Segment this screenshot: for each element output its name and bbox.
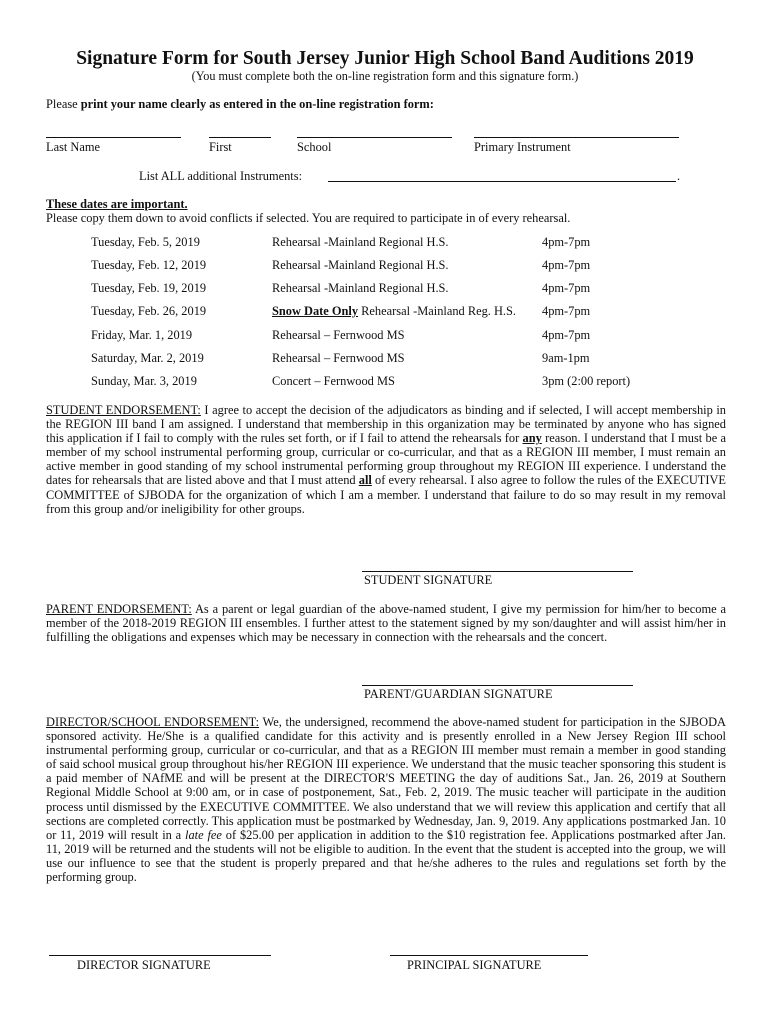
schedule-row xyxy=(91,258,731,274)
school-field-line[interactable] xyxy=(297,137,452,138)
student-signature-label: STUDENT SIGNATURE xyxy=(364,573,493,587)
any-emphasis: any xyxy=(522,431,542,446)
name-prompt-lead: Please xyxy=(46,97,81,111)
school-label: School xyxy=(297,140,332,154)
additional-instruments-label: List ALL additional Instruments: xyxy=(139,169,303,183)
first-name-label: First xyxy=(209,140,232,154)
principal-signature-line[interactable] xyxy=(390,955,588,956)
schedule-date: Tuesday, Feb. 5, 2019 xyxy=(91,235,200,249)
schedule-time: 4pm-7pm xyxy=(542,304,591,318)
student-signature-line[interactable] xyxy=(362,571,633,572)
additional-instruments-field-line[interactable] xyxy=(328,181,676,182)
last-name-label: Last Name xyxy=(46,140,101,154)
schedule-event-snow xyxy=(272,304,516,319)
form-title: Signature Form for South Jersey Junior High School Band Auditions 2019 xyxy=(76,48,694,69)
schedule-event: Rehearsal – Fernwood MS xyxy=(272,351,405,365)
parent-endorsement-heading: PARENT ENDORSEMENT: xyxy=(46,602,192,616)
schedule-row xyxy=(91,351,731,367)
parent-signature-label: PARENT/GUARDIAN SIGNATURE xyxy=(364,687,553,701)
student-endorsement-heading: STUDENT ENDORSEMENT: xyxy=(46,403,201,417)
schedule-date: Saturday, Mar. 2, 2019 xyxy=(91,351,204,365)
schedule-date: Tuesday, Feb. 12, 2019 xyxy=(91,258,207,272)
schedule-time: 4pm-7pm xyxy=(542,235,591,249)
schedule-event: Rehearsal -Mainland Reg. H.S. xyxy=(358,304,517,318)
schedule-date: Tuesday, Feb. 19, 2019 xyxy=(91,281,207,295)
form-subtitle: (You must complete both the on-line registration form and this signature form.) xyxy=(191,69,579,83)
schedule-date: Tuesday, Feb. 26, 2019 xyxy=(91,304,207,318)
student-endorsement-text: of every rehearsal. I also agree to follow the rules of the EXECUTIVE COMMITTEE of SJBODA for the organization of which I am a member. I understand that failure to do so may result in my removal from this group and/or ineligibility for other groups. xyxy=(46,473,726,516)
director-endorsement-heading: DIRECTOR/SCHOOL ENDORSEMENT: xyxy=(46,715,260,729)
additional-instruments-end: . xyxy=(677,169,681,183)
last-name-field-line[interactable] xyxy=(46,137,181,138)
schedule-event: Concert – Fernwood MS xyxy=(272,374,395,388)
primary-instrument-label: Primary Instrument xyxy=(474,140,571,154)
schedule-time: 9am-1pm xyxy=(542,351,590,365)
student-endorsement-text: I agree to accept the decision of the adjudicators as binding and if selected, I will accept membership in the REGION III band I am assigned. I understand that membership in this organization may be terminated by anyone who has signed this application if I fail to comply with the rules set forth, or if I fail to attend the rehearsals for xyxy=(46,403,726,446)
director-endorsement-text: of $25.00 per application in addition to the $10 registration fee. Applications postmarked after Jan. 11, 2019 will be returned and the students will not be eligible to audition. In the event that the student is accepted into the group, we will use our influence to see that the student is properly prepared and that he/she adheres to the rules and regulations set forth by the performing group. xyxy=(46,827,726,885)
schedule-event: Rehearsal – Fernwood MS xyxy=(272,328,405,342)
parent-endorsement xyxy=(46,602,726,644)
schedule-event: Rehearsal -Mainland Regional H.S. xyxy=(272,235,449,249)
schedule-time: 4pm-7pm xyxy=(542,281,591,295)
student-endorsement-text: reason. I understand that I must be a member of my school instrumental performing group, curricular or co-curricular, and that as a REGION III member, I must remain an active member in good standing of my school instrumental performing group throughout my REGION III experience. I understand the dates for rehearsals that are listed above and that I must attend xyxy=(46,431,726,488)
name-prompt xyxy=(46,97,434,112)
name-prompt-bold: print your name clearly as entered in the on-line registration form: xyxy=(80,97,434,111)
all-emphasis: all xyxy=(358,473,372,488)
schedule-time: 4pm-7pm xyxy=(542,328,591,342)
primary-instrument-field-line[interactable] xyxy=(474,137,679,138)
schedule-row xyxy=(91,304,731,320)
director-endorsement-text: We, the undersigned, recommend the above-named student for participation in the SJBODA sponsored activity. He/She is a qualified candidate for this activity and is presently enrolled in a New Jersey Region III school instrumental performing group, curricular or co-curricular, and that as a REGION III member must remain a member in good standing of said school musical group throughout his/her REGION III experience. We understand that the music teacher sponsoring this student is a paid member of NAfME and will be present at the DIRECTOR'S MEETING the day of auditions Sat., Jan. 26, 2019 at Southern Regional Middle School at 9:00 am, or in case of postponement, Sat., Feb. 2, 2019. The music teacher will participate in the audition process until dismissed by the EXECUTIVE COMMITTEE. We also understand that we will review this application and certify that all sections are completed correctly. This application must be postmarked by Wednesday, Jan. 9, 2019. Any applications postmarked Jan. 10 or 11, 2019 will result in a xyxy=(46,715,726,842)
snow-date-label: Snow Date Only xyxy=(272,304,359,318)
schedule-date: Sunday, Mar. 3, 2019 xyxy=(91,374,197,388)
first-name-field-line[interactable] xyxy=(209,137,271,138)
schedule-event: Rehearsal -Mainland Regional H.S. xyxy=(272,258,449,272)
dates-heading: These dates are important. xyxy=(46,197,188,211)
student-endorsement xyxy=(46,403,726,516)
parent-endorsement-text: As a parent or legal guardian of the above-named student, I give my permission for him/her to become a member of the 2018-2019 REGION III ensembles. I further attest to the statement signed by my son/daughter and will assist him/her in fulfilling the obligations and expenses which may be necessary in connection with the rehearsals and the concert. xyxy=(46,602,726,645)
principal-signature-label: PRINCIPAL SIGNATURE xyxy=(407,958,542,972)
schedule-row xyxy=(91,328,731,344)
director-endorsement xyxy=(46,715,726,884)
schedule-row xyxy=(91,235,731,251)
director-signature-label: DIRECTOR SIGNATURE xyxy=(77,958,211,972)
schedule-event: Rehearsal -Mainland Regional H.S. xyxy=(272,281,449,295)
schedule-date: Friday, Mar. 1, 2019 xyxy=(91,328,193,342)
schedule-row xyxy=(91,374,731,390)
director-signature-line[interactable] xyxy=(49,955,271,956)
late-fee-emphasis: late fee xyxy=(185,827,222,842)
schedule-time: 4pm-7pm xyxy=(542,258,591,272)
dates-instruction: Please copy them down to avoid conflicts if selected. You are required to participate in of every rehearsal. xyxy=(46,211,571,225)
schedule-time: 3pm (2:00 report) xyxy=(542,374,631,388)
parent-signature-line[interactable] xyxy=(362,685,633,686)
schedule-row xyxy=(91,281,731,297)
